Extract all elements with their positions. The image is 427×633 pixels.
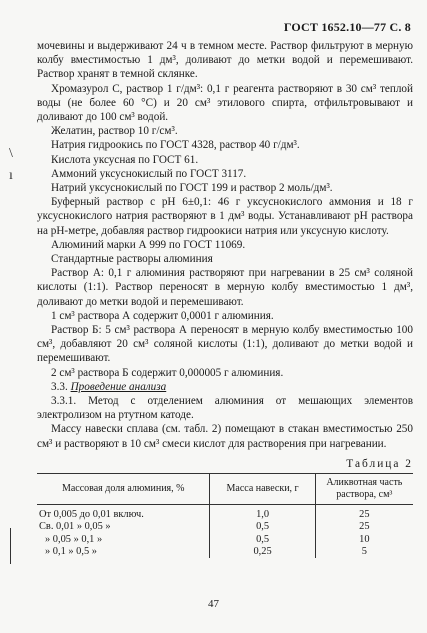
table-cell: 0,5 bbox=[210, 521, 315, 533]
document-body bbox=[37, 39, 413, 558]
paragraph: Аммоний уксуснокислый по ГОСТ 3117. bbox=[51, 167, 247, 180]
section-heading bbox=[37, 380, 413, 394]
table-cell: 0,25 bbox=[210, 546, 315, 558]
table-cell: 10 bbox=[315, 534, 413, 546]
table-cell: Св. 0,01 » 0,05 » bbox=[39, 521, 111, 533]
page-header: ГОСТ 1652.10—77 С. 8 bbox=[283, 20, 411, 34]
page-number: 47 bbox=[208, 598, 219, 610]
table-cell: 25 bbox=[315, 521, 413, 533]
paragraph: 3.3.1. Метод с отделением алюминия от мешающих элементов электролизом на ртутном катоде. bbox=[37, 395, 413, 422]
paragraph: Буферный раствор с рН 6±0,1: 46 г уксуснокислого аммония и 18 г уксуснокислого натрия растворяют в 1 дм³ воды. Устанавливают рН раствора на рН-метре, добавляя раствор гидроокиси натрия или уксусную кислоту. bbox=[37, 196, 413, 237]
paragraph: Желатин, раствор 10 г/см³. bbox=[51, 125, 178, 138]
column-header: Масса навески, г bbox=[210, 474, 315, 505]
section-title: Проведение анализа bbox=[70, 380, 167, 393]
table-row bbox=[37, 505, 413, 522]
paragraph: Хромазурол С, раствор 1 г/дм³: 0,1 г реагента растворяют в 30 см³ теплой воды (не более 60 °С) и 20 см³ этилового спирта, отфильтровывают и доливают до 100 см³ водой. bbox=[37, 82, 413, 124]
table-cell: От 0,005 до 0,01 включ. bbox=[39, 509, 144, 521]
table-header-row bbox=[37, 474, 413, 505]
table-row bbox=[37, 546, 413, 558]
paragraph: Натрия гидроокись по ГОСТ 4328, раствор 40 г/дм³. bbox=[51, 139, 300, 152]
paragraph: Раствор Б: 5 см³ раствора А переносят в мерную колбу вместимостью 100 см³, добавляют 20 см³ соляной кислоты (1:1), доливают до метки водой и перемешивают. bbox=[37, 324, 413, 365]
section-number: 3.3. bbox=[51, 380, 68, 393]
margin-line bbox=[10, 528, 11, 564]
paragraph: Массу навески сплава (см. табл. 2) помещают в стакан вместимостью 250 см³ и растворяют в 10 см³ смеси кислот для растворения при нагревании. bbox=[37, 423, 413, 450]
paragraph: Алюминий марки А 999 по ГОСТ 11069. bbox=[51, 238, 246, 251]
paragraph: Кислота уксусная по ГОСТ 61. bbox=[51, 153, 199, 166]
table-cell: » 0,05 » 0,1 » bbox=[45, 533, 103, 545]
table-cell: 1,0 bbox=[210, 505, 315, 522]
column-header: Аликвотная часть раствора, см³ bbox=[315, 474, 413, 505]
paragraph: Натрий уксуснокислый по ГОСТ 199 и раствор 2 моль/дм³. bbox=[51, 182, 333, 195]
column-header: Массовая доля алюминия, % bbox=[37, 474, 210, 505]
paragraph: 2 см³ раствора Б содержит 0,000005 г алюминия. bbox=[51, 366, 284, 379]
table-cell: 0,5 bbox=[210, 534, 315, 546]
paragraph: Раствор А: 0,1 г алюминия растворяют при нагревании в 25 см³ соляной кислоты (1:1). Раствор переносят в мерную колбу вместимостью 1 дм³, доливают до метки водой и перемешивают. bbox=[37, 267, 413, 308]
margin-mark: ı bbox=[9, 168, 13, 183]
table-cell: 5 bbox=[315, 546, 413, 558]
table-row bbox=[37, 534, 413, 546]
paragraph: Стандартные растворы алюминия bbox=[51, 253, 213, 266]
paragraph: 1 см³ раствора А содержит 0,0001 г алюминия. bbox=[51, 309, 274, 322]
margin-mark: \ bbox=[9, 146, 13, 161]
table-cell: » 0,1 » 0,5 » bbox=[45, 545, 97, 557]
table-title: Таблица 2 bbox=[346, 457, 413, 470]
table-2 bbox=[37, 473, 413, 558]
table-row bbox=[37, 521, 413, 533]
table-cell: 25 bbox=[315, 505, 413, 522]
paragraph: мочевины и выдерживают 24 ч в темном месте. Раствор фильтруют в мерную колбу вместимостью 1 дм³, доливают до метки водой и перемешивают. Раствор хранят в темной склянке. bbox=[37, 40, 413, 81]
